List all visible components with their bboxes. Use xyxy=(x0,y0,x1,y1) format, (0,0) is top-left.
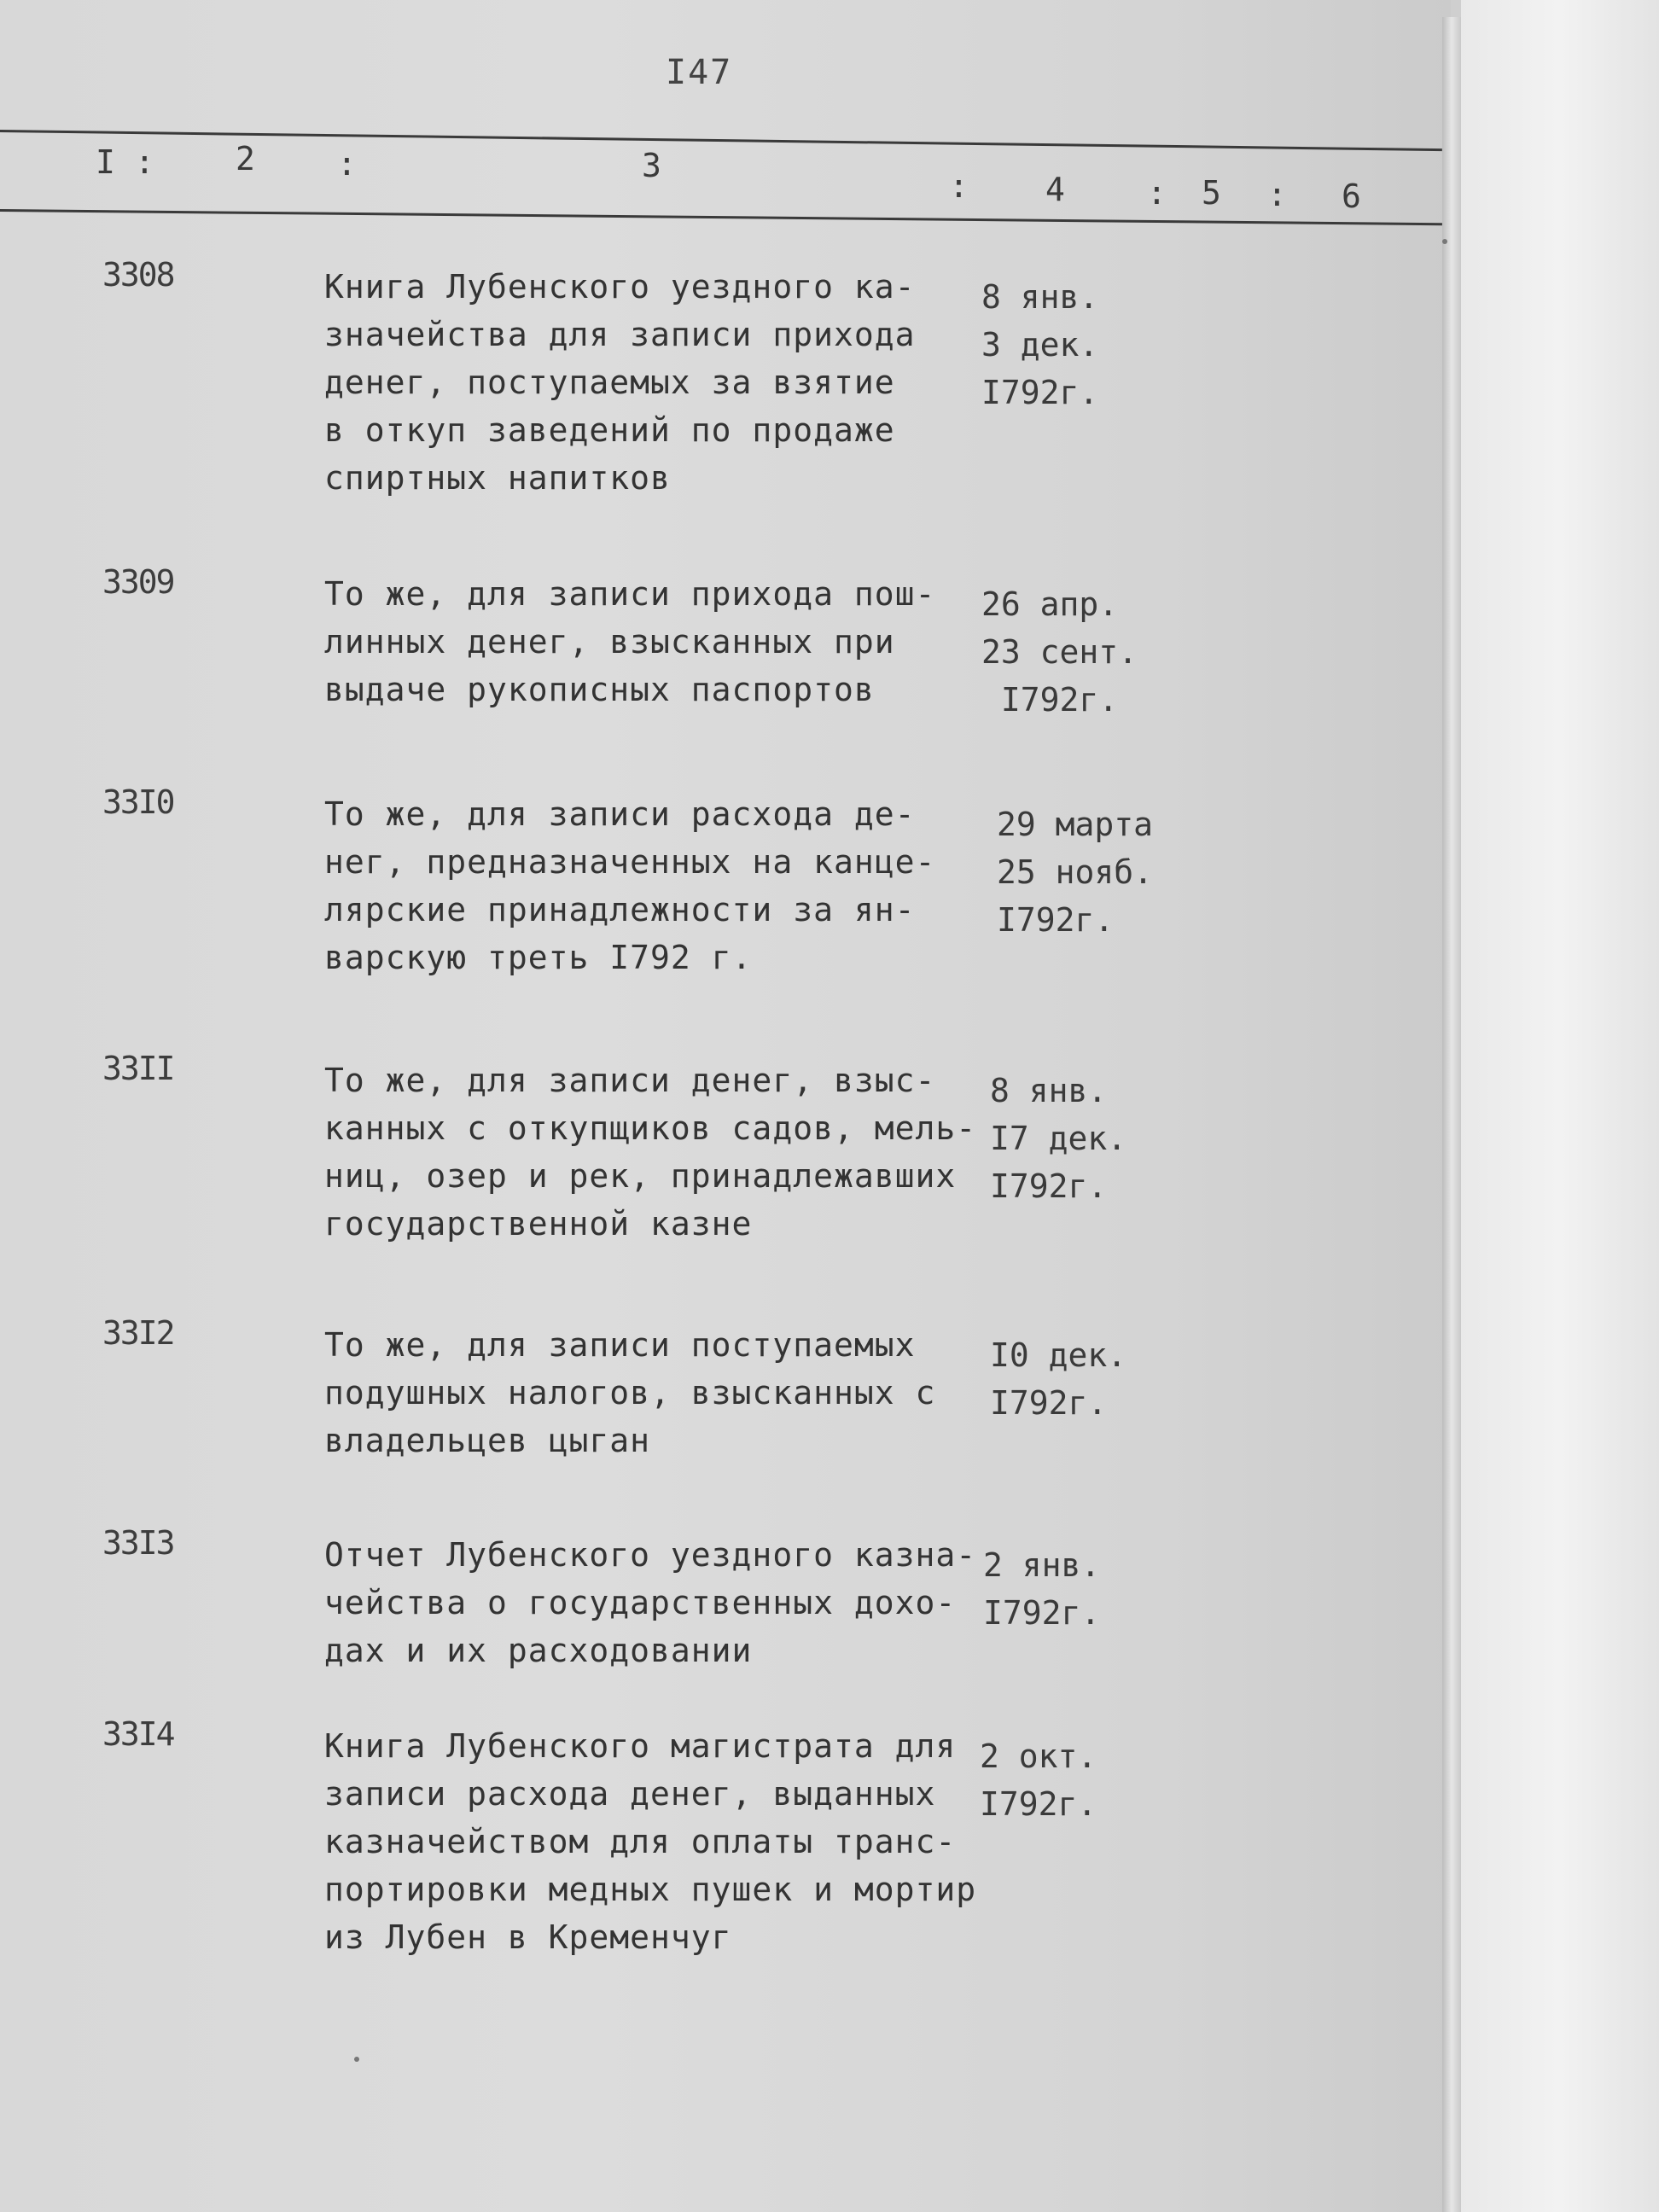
description-line: дах и их расходовании xyxy=(324,1632,753,1669)
description-line: канных с откупщиков садов, мель- xyxy=(324,1109,977,1147)
description-line: значейства для записи прихода xyxy=(324,316,916,353)
date-line: I792г. xyxy=(997,901,1115,939)
entry-description xyxy=(324,790,973,981)
description-line: государственной казне xyxy=(324,1205,753,1243)
date-line: I792г. xyxy=(990,1384,1108,1422)
description-line: в откуп заведений по продаже xyxy=(324,411,895,449)
date-line: I792г. xyxy=(981,681,1119,719)
date-line: I792г. xyxy=(990,1167,1108,1205)
column-header-1: I xyxy=(96,143,115,181)
description-line: выдаче рукописных паспортов xyxy=(324,671,875,708)
paper-speck xyxy=(1442,239,1447,244)
description-line: Книга Лубенского магистрата для xyxy=(324,1727,957,1765)
column-header-separator: : xyxy=(337,145,357,183)
description-line: нег, предназначенных на канце- xyxy=(324,843,936,881)
entry-number: 33I0 xyxy=(102,783,174,821)
description-line: денег, поступаемых за взятие xyxy=(324,364,895,401)
page-edge xyxy=(1442,17,1461,2212)
entry-dates xyxy=(981,580,1138,724)
description-line: То же, для записи денег, взыс- xyxy=(324,1062,936,1099)
entry-dates xyxy=(980,1732,1097,1828)
entry-number: 33II xyxy=(102,1050,174,1087)
column-header-separator: : xyxy=(949,167,969,205)
description-line: То же, для записи прихода пош- xyxy=(324,575,936,613)
description-line: лярские принадлежности за ян- xyxy=(324,891,916,928)
description-line: Отчет Лубенского уездного казна- xyxy=(324,1536,977,1574)
entry-description xyxy=(324,263,973,502)
date-line: 2 янв. xyxy=(983,1546,1101,1584)
date-line: I0 дек. xyxy=(990,1336,1127,1374)
column-header-separator: : xyxy=(1147,174,1167,212)
date-line: 23 сент. xyxy=(981,633,1138,671)
column-header-3: 3 xyxy=(642,147,661,184)
description-line: владельцев цыган xyxy=(324,1422,651,1459)
column-header-6: 6 xyxy=(1342,178,1361,215)
date-line: 29 марта xyxy=(997,806,1154,843)
entry-dates xyxy=(990,1067,1126,1210)
description-line: линных денег, взысканных при xyxy=(324,623,895,661)
entry-description xyxy=(324,1057,977,1248)
description-line: То же, для записи расхода де- xyxy=(324,795,916,833)
paper-speck xyxy=(354,2057,359,2062)
underlying-page xyxy=(1461,0,1659,2212)
entry-dates xyxy=(981,273,1098,416)
description-line: То же, для записи поступаемых xyxy=(324,1326,916,1364)
date-line: I7 дек. xyxy=(990,1120,1127,1157)
entry-description xyxy=(324,570,973,713)
description-line: варскую треть I792 г. xyxy=(324,939,753,976)
description-line: Книга Лубенского уездного ка- xyxy=(324,268,916,306)
column-header-2: 2 xyxy=(236,140,255,178)
entry-dates xyxy=(997,800,1153,944)
description-line: чейства о государственных дохо- xyxy=(324,1584,957,1621)
entry-description xyxy=(324,1531,977,1674)
description-line: из Лубен в Кременчуг xyxy=(324,1918,732,1956)
entry-number: 3309 xyxy=(102,563,174,601)
column-header-separator: : xyxy=(1267,176,1287,213)
date-line: 8 янв. xyxy=(981,278,1099,316)
entry-description xyxy=(324,1321,973,1464)
entry-number: 3308 xyxy=(102,256,174,294)
date-line: I792г. xyxy=(980,1785,1097,1823)
entry-description xyxy=(324,1722,977,1961)
entry-number: 33I2 xyxy=(102,1314,174,1352)
date-line: 25 нояб. xyxy=(997,853,1154,891)
entry-number: 33I4 xyxy=(102,1715,174,1753)
description-line: записи расхода денег, выданных xyxy=(324,1775,936,1813)
date-line: 2 окт. xyxy=(980,1738,1097,1775)
date-line: 8 янв. xyxy=(990,1072,1108,1109)
date-line: I792г. xyxy=(981,374,1099,411)
description-line: подушных налогов, взысканных с xyxy=(324,1374,936,1412)
entry-dates xyxy=(983,1541,1100,1637)
date-line: I792г. xyxy=(983,1594,1101,1632)
date-line: 3 дек. xyxy=(981,326,1099,364)
column-header-5: 5 xyxy=(1202,174,1221,212)
entry-number: 33I3 xyxy=(102,1524,174,1562)
description-line: казначейством для оплаты транс- xyxy=(324,1823,957,1860)
description-line: портировки медных пушек и мортир xyxy=(324,1871,977,1908)
column-header-separator: : xyxy=(135,143,154,181)
column-header-4: 4 xyxy=(1045,171,1065,208)
page-number: I47 xyxy=(666,53,733,92)
description-line: ниц, озер и рек, принадлежавших xyxy=(324,1157,957,1195)
description-line: спиртных напитков xyxy=(324,459,671,497)
entry-dates xyxy=(990,1331,1126,1427)
date-line: 26 апр. xyxy=(981,585,1119,623)
